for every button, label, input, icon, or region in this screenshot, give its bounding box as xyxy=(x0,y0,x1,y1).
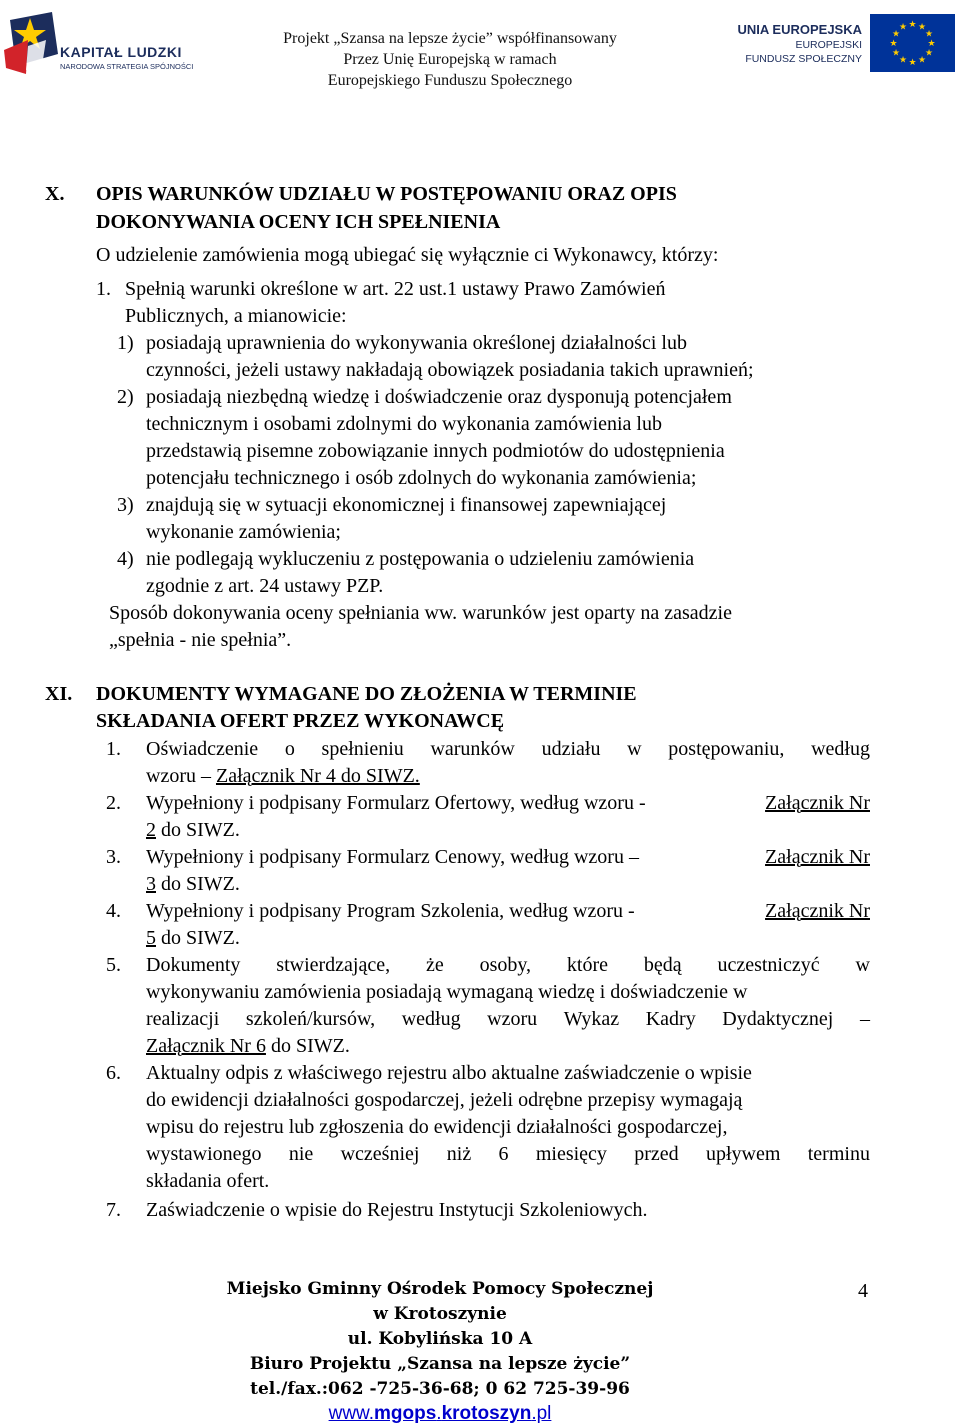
eu-logo-line3: FUNDUSZ SPOŁECZNY xyxy=(745,53,862,65)
sub2-line1: posiadają niezbędną wiedzę i doświadczenie oraz dysponują potencjałem xyxy=(146,386,732,408)
section-xi-title-line1: DOKUMENTY WYMAGANE DO ZŁOŻENIA W TERMINIE xyxy=(96,683,637,705)
item1-line2: Publicznych, a mianowicie: xyxy=(125,305,347,327)
footer-line-1: Miejsko Gminny Ośrodek Pomocy Społecznej xyxy=(226,1279,654,1299)
doc-item2-number: 2. xyxy=(106,792,121,814)
sub3-number: 3) xyxy=(117,494,134,516)
section-xi-number: XI. xyxy=(45,683,73,705)
sub4-line2: zgodnie z art. 24 ustawy PZP. xyxy=(146,575,384,597)
attachment-4-link[interactable]: Załącznik Nr 4 do SIWZ. xyxy=(215,765,420,787)
sub1-line1: posiadają uprawnienia do wykonywania określonej działalności lub xyxy=(146,332,687,354)
svg-text:★: ★ xyxy=(889,39,898,49)
sub2-line2: technicznym i osobami zdolnymi do wykonania zamówienia lub xyxy=(146,413,662,435)
svg-text:★: ★ xyxy=(924,48,934,59)
footer-line-3: ul. Kobylińska 10 A xyxy=(347,1329,533,1349)
sub4-number: 4) xyxy=(117,548,134,570)
funding-line-1: Projekt „Szansa na lepsze życie” współfinansowany xyxy=(283,30,617,47)
attachment-3-link[interactable]: Załącznik Nr xyxy=(765,846,870,868)
eu-logo-title: UNIA EUROPEJSKA xyxy=(737,22,862,37)
section-x-title-line2: DOKONYWANIA OCENY ICH SPEŁNIENIA xyxy=(96,211,501,233)
kapital-ludzki-emblem-icon xyxy=(2,10,60,76)
doc-item5-line4: Załącznik Nr 6 do SIWZ. xyxy=(146,1035,350,1057)
svg-text:★: ★ xyxy=(908,20,917,30)
sub2-line4: potencjału technicznego i osób zdolnych do wykonania zamówienia; xyxy=(146,467,697,489)
svg-text:★: ★ xyxy=(898,55,908,66)
sub3-line2: wykonanie zamówienia; xyxy=(146,521,341,543)
doc-item6-line1: Aktualny odpis z właściwego rejestru albo aktualne zaświadczenie o wpisie xyxy=(146,1062,752,1084)
svg-text:★: ★ xyxy=(927,39,936,49)
doc-item6-line2: do ewidencji działalności gospodarczej, jeżeli odrębne przepisy wymagają xyxy=(146,1089,743,1111)
doc-item7-number: 7. xyxy=(106,1199,121,1221)
attachment-3-number[interactable]: 3 xyxy=(146,873,156,895)
svg-text:★: ★ xyxy=(898,22,908,33)
footer-line-2: w Krotoszynie xyxy=(373,1304,507,1324)
kl-logo-title: KAPITAŁ LUDZKI xyxy=(60,44,182,60)
doc-item4-number: 4. xyxy=(106,900,121,922)
doc-item4-line1: Wypełniony i podpisany Program Szkolenia, według wzoru - Załącznik Nr xyxy=(146,900,870,922)
attachment-2-link[interactable]: Załącznik Nr xyxy=(765,792,870,814)
sub3-line1: znajdują się w sytuacji ekonomicznej i finansowej zapewniającej xyxy=(146,494,667,516)
attachment-5-number[interactable]: 5 xyxy=(146,927,156,949)
doc-item7-line1: Zaświadczenie o wpisie do Rejestru Instytucji Szkoleniowych. xyxy=(146,1199,648,1221)
doc-item5-line3: realizacji szkoleń/kursów, według wzoru Wykaz Kadry Dydaktycznej – xyxy=(146,1008,870,1030)
svg-text:★: ★ xyxy=(891,29,901,40)
funding-line-2: Przez Unię Europejską w ramach xyxy=(343,51,557,68)
section-xi-title-line2: SKŁADANIA OFERT PRZEZ WYKONAWCĘ xyxy=(96,710,505,732)
doc-item2-line2: 2 do SIWZ. xyxy=(146,819,240,841)
section-x-number: X. xyxy=(45,183,65,205)
doc-item6-number: 6. xyxy=(106,1062,121,1084)
eu-logo-line2: EUROPEJSKI xyxy=(795,39,862,51)
doc-item5-line1: Dokumenty stwierdzające, że osoby, które będą uczestniczyć w xyxy=(146,954,870,976)
doc-item3-line1: Wypełniony i podpisany Formularz Cenowy, według wzoru – Załącznik Nr xyxy=(146,846,870,868)
sub1-line2: czynności, jeżeli ustawy nakładają obowiązek posiadania takich uprawnień; xyxy=(146,359,754,381)
eu-flag-icon xyxy=(870,14,955,72)
svg-text:★: ★ xyxy=(908,58,917,68)
attachment-5-link[interactable]: Załącznik Nr xyxy=(765,900,870,922)
page-header xyxy=(0,0,960,96)
doc-item1-number: 1. xyxy=(106,738,121,760)
footer-line-4: Biuro Projektu „Szansa na lepsze życie” xyxy=(249,1354,631,1374)
sub2-number: 2) xyxy=(117,386,134,408)
attachment-6-link[interactable]: Załącznik Nr 6 xyxy=(146,1035,266,1057)
doc-item6-line4: wystawionego nie wcześniej niż 6 miesięcy przed upływem terminu xyxy=(146,1143,870,1165)
sub2-line3: przedstawią pisemne zobowiązanie innych podmiotów do udostępnienia xyxy=(146,440,725,462)
svg-text:★: ★ xyxy=(917,22,927,33)
kl-logo-subtitle: NARODOWA STRATEGIA SPÓJNOŚCI xyxy=(60,62,194,71)
page-number: 4 xyxy=(858,1280,868,1302)
doc-item3-line2: 3 do SIWZ. xyxy=(146,873,240,895)
item1-number: 1. xyxy=(96,278,111,300)
doc-item6-line3: wpisu do rejestru lub zgłoszenia do ewidencji działalności gospodarczej, xyxy=(146,1116,728,1138)
section-x-title-line1: OPIS WARUNKÓW UDZIAŁU W POSTĘPOWANIU ORAZ OPIS xyxy=(96,183,677,205)
attachment-2-number[interactable]: 2 xyxy=(146,819,156,841)
sub4-line1: nie podlegają wykluczeniu z postępowania o udzieleniu zamówienia xyxy=(146,548,695,570)
doc-item3-number: 3. xyxy=(106,846,121,868)
kapital-ludzki-logo xyxy=(0,10,215,80)
svg-text:★: ★ xyxy=(891,48,901,59)
funding-line-3: Europejskiego Funduszu Społecznego xyxy=(327,72,573,89)
svg-text:★: ★ xyxy=(924,29,934,40)
item1-line1: Spełnią warunki określone w art. 22 ust.1 ustawy Prawo Zamówień xyxy=(125,278,666,300)
doc-item6-line5: składania ofert. xyxy=(146,1170,270,1192)
svg-text:★: ★ xyxy=(917,55,927,66)
doc-item4-line2: 5 do SIWZ. xyxy=(146,927,240,949)
eu-logo xyxy=(730,14,955,74)
project-funding-note xyxy=(240,28,660,91)
assessment-method-line2: „spełnia - nie spełnia”. xyxy=(109,629,292,651)
sub1-number: 1) xyxy=(117,332,134,354)
doc-item2-line1: Wypełniony i podpisany Formularz Ofertowy, według wzoru - Załącznik Nr xyxy=(146,792,870,814)
assessment-method-line1: Sposób dokonywania oceny spełniania ww. warunków jest oparty na zasadzie xyxy=(109,602,732,624)
doc-item1-line2: wzoru – Załącznik Nr 4 do SIWZ. xyxy=(146,765,420,787)
doc-item5-number: 5. xyxy=(106,954,121,976)
doc-item5-line2: wykonywaniu zamówienia posiadają wymaganą wiedzę i doświadczenie w xyxy=(146,981,748,1003)
doc-item1-line1: Oświadczenie o spełnieniu warunków udziału w postępowaniu, według xyxy=(146,738,870,760)
website-link[interactable]: www.mgops.krotoszyn.pl xyxy=(328,1403,552,1424)
footer-line-5: tel./fax.:062 -725-36-68; 0 62 725-39-96 xyxy=(250,1379,630,1399)
section-x-intro: O udzielenie zamówienia mogą ubiegać się wyłącznie ci Wykonawcy, którzy: xyxy=(96,244,719,266)
